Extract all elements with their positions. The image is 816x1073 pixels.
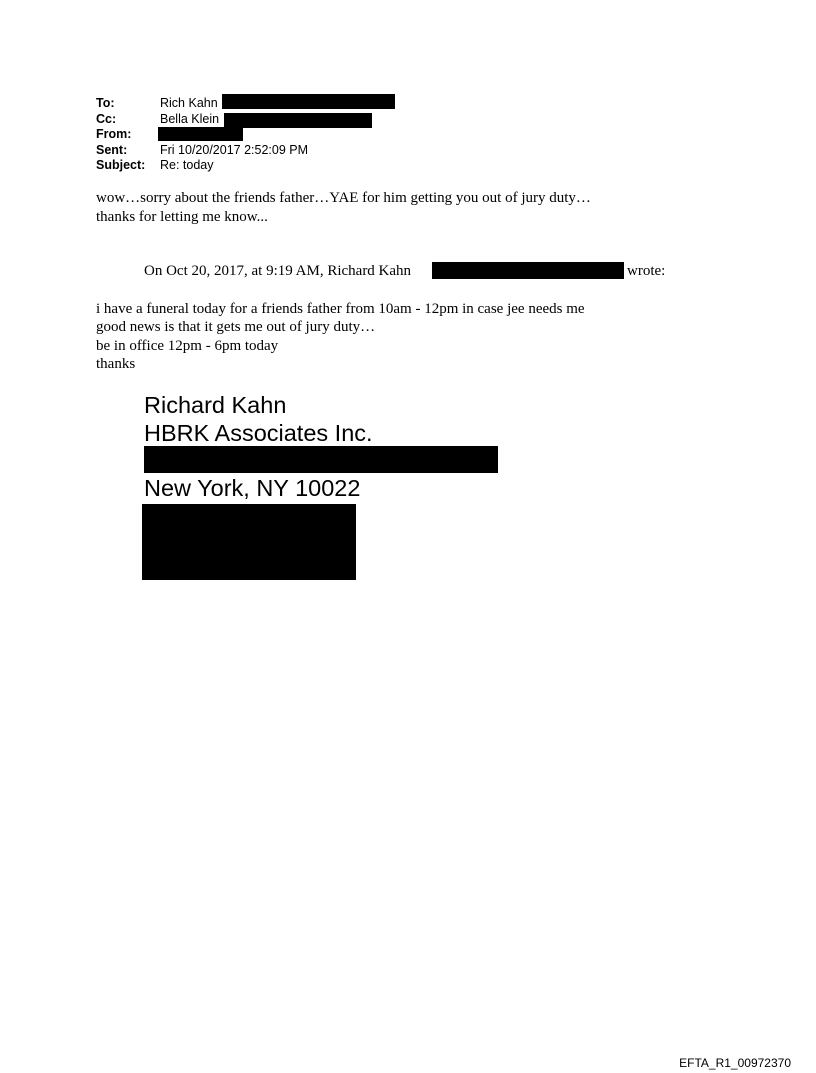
quote-intro-text: On Oct 20, 2017, at 9:19 AM, Richard Kahn: [144, 263, 412, 279]
cc-label: Cc:: [96, 111, 117, 126]
cc-value: Bella Klein: [160, 111, 220, 126]
signature-company: HBRK Associates Inc.: [144, 420, 373, 446]
document-id: EFTA_R1_00972370: [679, 1056, 791, 1070]
to-label: To:: [96, 96, 115, 110]
subject-value: Re: today: [160, 158, 214, 172]
sent-value: Fri 10/20/2017 2:52:09 PM: [160, 142, 309, 157]
to-redaction: [222, 94, 395, 109]
from-label: From:: [96, 127, 132, 141]
reply-line-2: thanks for letting me know...: [96, 209, 268, 225]
quote-intro-wrote: wrote:: [627, 263, 666, 279]
signature-city: New York, NY 10022: [144, 475, 361, 501]
to-value: Rich Kahn: [160, 96, 218, 110]
original-line-3: be in office 12pm - 6pm today: [96, 338, 279, 354]
original-line-4: thanks: [96, 356, 136, 372]
signature-address-redaction: [144, 446, 498, 473]
reply-line-1: wow…sorry about the friends father…YAE for him getting you out of jury duty…: [96, 190, 591, 206]
original-line-1: i have a funeral today for a friends father from 10am - 12pm in case jee needs me: [96, 301, 585, 317]
signature-contact-redaction: [142, 504, 356, 580]
original-line-2: good news is that it gets me out of jury duty…: [96, 319, 376, 335]
sender-email-redaction: [432, 262, 624, 279]
subject-label: Subject:: [96, 158, 146, 172]
cc-redaction: [224, 113, 372, 128]
signature-name: Richard Kahn: [144, 392, 287, 418]
from-redaction: [158, 127, 243, 141]
sent-label: Sent:: [96, 142, 128, 157]
